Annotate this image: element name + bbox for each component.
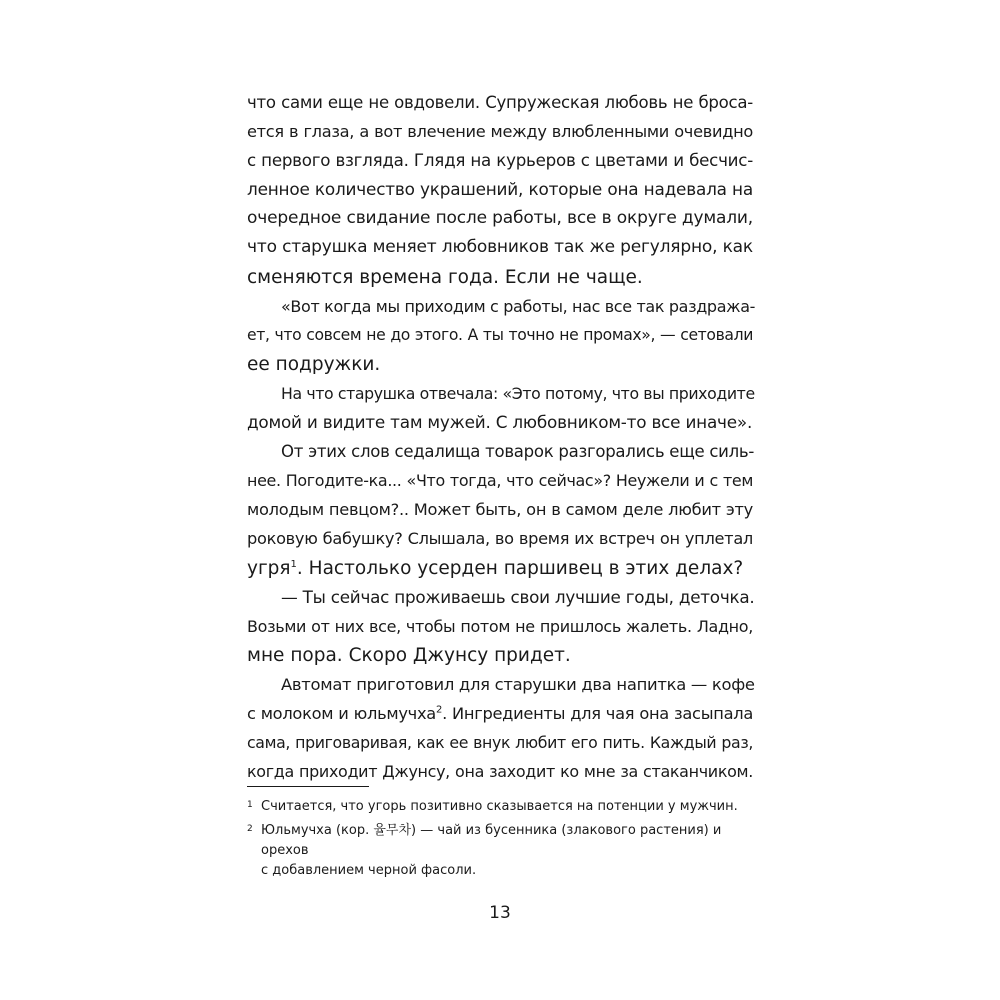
text-line: роковую бабушку? Слышала, во время их встреч он уплетал — [247, 529, 753, 549]
text-line: ленное количество украшений, которые она надевала на — [247, 179, 753, 200]
text-line: Автомат приготовил для старушки два напитка — кофе — [281, 674, 755, 694]
text-line: От этих слов седалища товарок разгорались еще силь- — [281, 442, 755, 462]
text-fragment: с молоком и юльмучха — [247, 703, 436, 723]
footnote-ref-1: 1 — [290, 558, 297, 570]
footnote-text: с добавлением черной фасоли. — [261, 863, 477, 878]
text-line: сменяются времена года. Если не чаще. — [247, 266, 643, 288]
footnote-text: Считается, что угорь позитивно сказывается на потенции у мужчин. — [261, 799, 738, 814]
text-line: «Вот когда мы приходим с работы, нас все так раздража- — [281, 296, 756, 316]
text-line: На что старушка отвечала: «Это потому, что вы приходите — [281, 383, 755, 403]
paragraph-3 — [247, 379, 753, 437]
text-line — [247, 699, 753, 728]
footnote-1 — [247, 797, 753, 817]
text-fragment: . Настолько усерден паршивец в этих делах? — [296, 557, 744, 579]
text-line: мне пора. Скоро Джунсу придет. — [247, 644, 571, 666]
text-line: молодым певцом?.. Может быть, он в самом деле любит эту — [247, 500, 753, 520]
paragraph-4 — [247, 437, 753, 582]
text-fragment: . Ингредиенты для чая она засыпала — [442, 703, 753, 723]
footnote-number: 2 — [247, 824, 253, 834]
page-number: 13 — [489, 903, 511, 923]
footnote-ref-2: 2 — [435, 704, 443, 716]
footnote-2 — [247, 821, 753, 881]
text-line: когда приходит Джунсу, она заходит ко мне за стаканчиком. — [247, 762, 753, 782]
paragraph-5 — [247, 583, 753, 670]
text-line: домой и видите там мужей. С любовником-то все иначе». — [247, 412, 753, 433]
paragraph-1 — [247, 88, 753, 292]
text-line: что старушка меняет любовников так же регулярно, как — [247, 237, 753, 258]
footnotes — [247, 797, 753, 885]
paragraph-2 — [247, 292, 756, 379]
text-line — [247, 554, 753, 583]
text-line: с первого взгляда. Глядя на курьеров с цветами и бесчис- — [247, 151, 753, 171]
text-line: Возьми от них все, чтобы потом не пришлось жалеть. Ладно, — [247, 616, 753, 636]
text-line: — Ты сейчас проживаешь свои лучшие годы, деточка. — [281, 586, 755, 607]
main-text — [247, 88, 756, 786]
footnote-number: 1 — [247, 800, 253, 810]
text-line: ет, что совсем не до этого. А ты точно не промах», — сетовали — [247, 325, 753, 344]
text-line: что сами еще не овдовели. Супружеская любовь не броса- — [247, 93, 753, 112]
footnote-divider — [247, 786, 369, 787]
text-line: сама, приговаривая, как ее внук любит его пить. Каждый раз, — [247, 733, 753, 753]
text-line: очередное свидание после работы, все в округе думали, — [247, 208, 753, 229]
paragraph-6 — [247, 670, 753, 786]
text-line: ется в глаза, а вот влечение между влюбленными очевидно — [247, 122, 753, 142]
footnote-text: Юльмучха (кор. 율무차) — чай из бусенника (злакового растения) и орехов — [261, 823, 722, 858]
text-line: ее подружки. — [247, 353, 381, 375]
text-line: нее. Погодите-ка... «Что тогда, что сейчас»? Неужели и с тем — [247, 471, 753, 491]
text-fragment: угря — [247, 557, 291, 579]
